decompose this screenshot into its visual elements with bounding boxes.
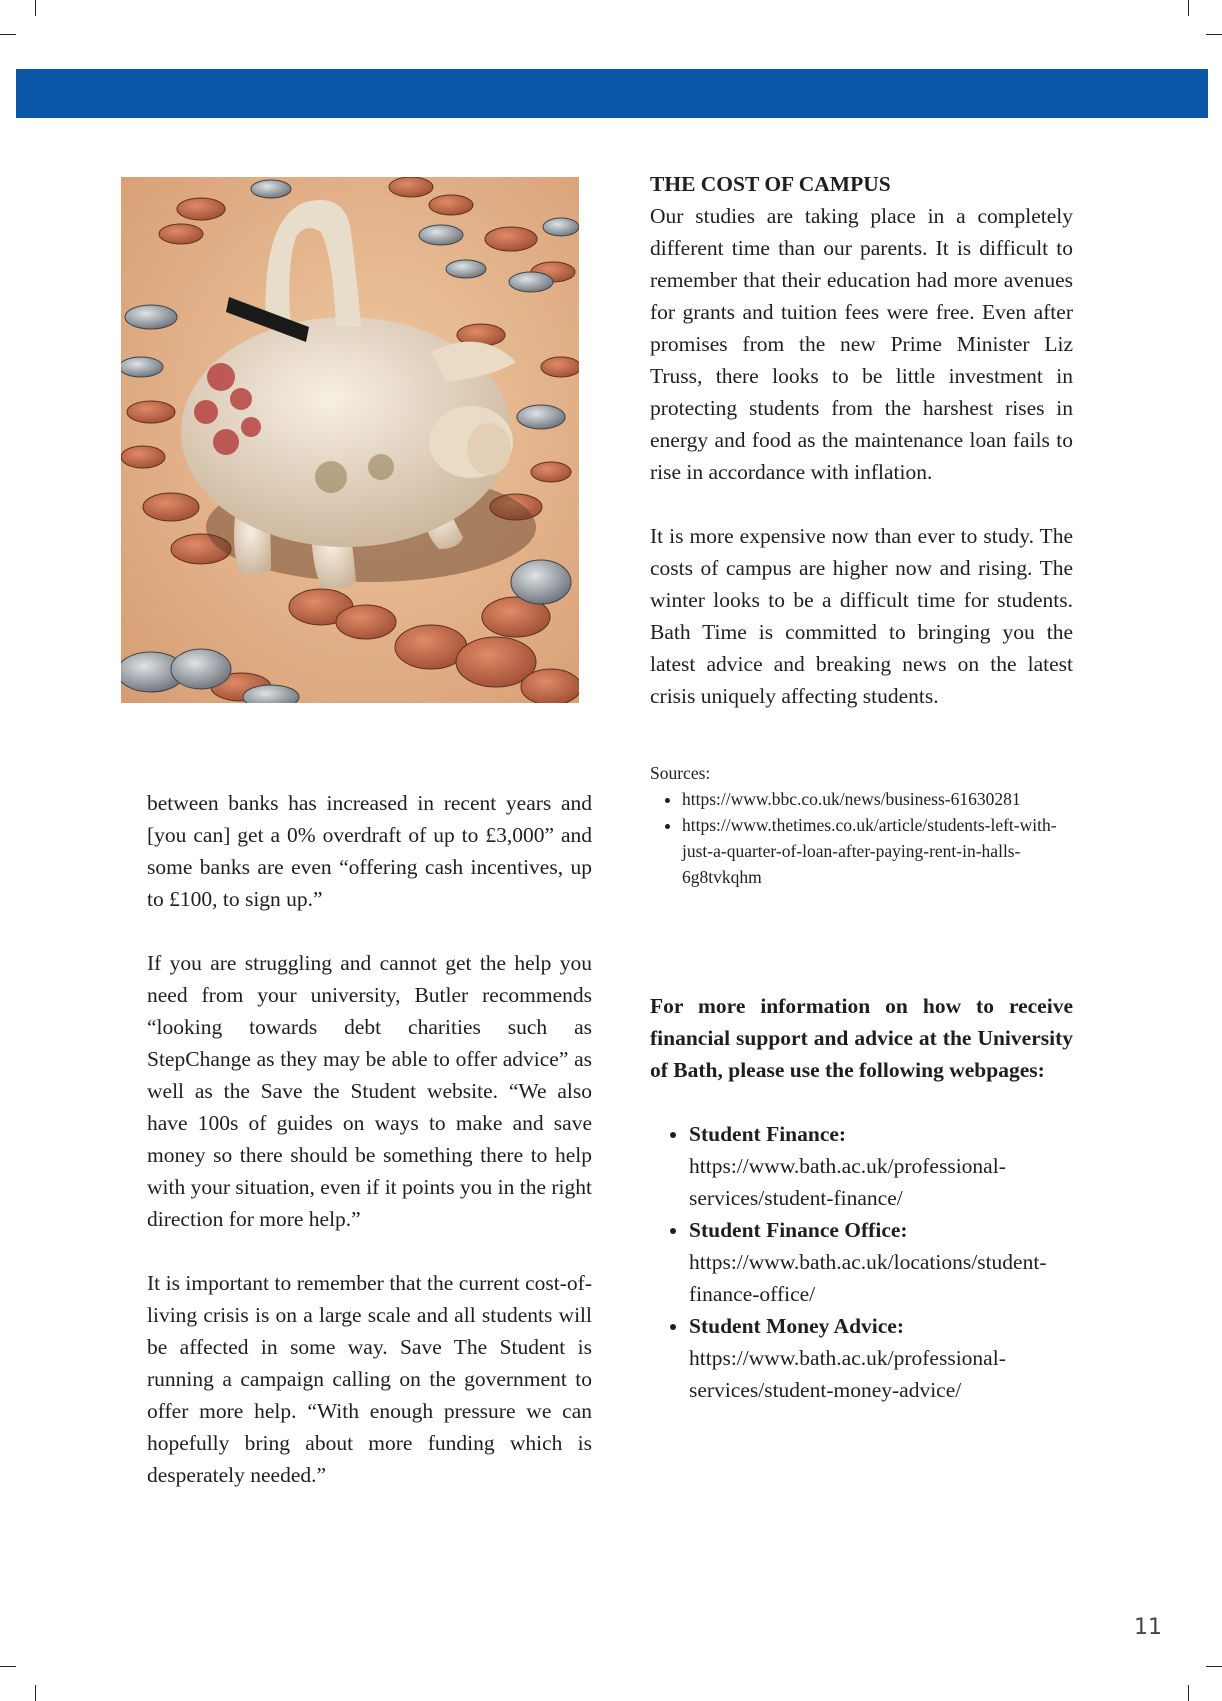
paragraph: It is more expensive now than ever to study. The costs of campus are higher now and rising. The winter looks to be a difficult time for students. Bath Time is committed to bringing you the latest advice and breaking news on the latest crisis uniquely affecting students. xyxy=(650,524,1073,708)
item-label: • Student Money Advice: xyxy=(689,1314,904,1338)
source-link[interactable]: • https://www.thetimes.co.uk/article/students-left-with-just-a-quarter-of-loan-after-paying-rent-in-halls-6g8tvkqhm xyxy=(682,812,1073,890)
crop-mark xyxy=(35,0,36,16)
item-link[interactable]: https://www.bath.ac.uk/professional-services/student-finance/ xyxy=(689,1154,1006,1210)
right-column xyxy=(650,168,1073,1406)
page-number: 11 xyxy=(1134,1615,1162,1640)
financial-support-info xyxy=(650,990,1073,1406)
crop-mark xyxy=(0,1666,16,1667)
paragraph: If you are struggling and cannot get the help you need from your university, Butler recommends “looking towards debt charities such as StepChange as they may be able to offer advice” as well as the Save the Student website. “We also have 100s of guides on ways to make and save money so there should be something there to help with your situation, even if it points you in the right direction for more help.” xyxy=(147,951,592,1231)
left-column xyxy=(147,787,592,1523)
info-title: For more information on how to receive financial support and advice at the University of Bath, please use the following webpages: xyxy=(650,994,1073,1082)
header-band xyxy=(16,69,1208,118)
section-heading: THE COST OF CAMPUS xyxy=(650,172,891,196)
crop-mark xyxy=(1206,1666,1222,1667)
item-label: • Student Finance Office: xyxy=(689,1218,908,1242)
paragraph: It is important to remember that the current cost-of-living crisis is on a large scale and all students will be affected in some way. Save The Student is running a campaign calling on the government to offer more help. “With enough pressure we can hopefully bring about more funding which is desperately needed.” xyxy=(147,1271,592,1487)
piggy-bank-photo xyxy=(121,177,579,703)
item-link[interactable]: https://www.bath.ac.uk/locations/student-finance-office/ xyxy=(689,1250,1047,1306)
crop-mark xyxy=(0,34,16,35)
crop-mark xyxy=(1206,34,1222,35)
paragraph: Our studies are taking place in a completely different time than our parents. It is difficult to remember that their education had more avenues for grants and tuition fees were free. Even after promises from the new Prime Minister Liz Truss, there looks to be little investment in protecting students from the harshest rises in energy and food as the maintenance loan fails to rise in accordance with inflation. xyxy=(650,204,1073,484)
sources-list xyxy=(650,760,1073,890)
crop-mark xyxy=(1188,0,1189,16)
source-link[interactable]: • https://www.bbc.co.uk/news/business-61630281 xyxy=(682,786,1073,812)
item-label: • Student Finance: xyxy=(689,1122,847,1146)
sources-label: Sources: xyxy=(650,763,711,783)
crop-mark xyxy=(1188,1685,1189,1701)
item-link[interactable]: https://www.bath.ac.uk/professional-services/student-money-advice/ xyxy=(689,1346,1006,1402)
crop-mark xyxy=(35,1685,36,1701)
list-item xyxy=(689,1118,1073,1214)
list-item xyxy=(689,1310,1073,1406)
paragraph: between banks has increased in recent years and [you can] get a 0% overdraft of up to £3,000” and some banks are even “offering cash incentives, up to £100, to sign up.” xyxy=(147,791,592,911)
list-item xyxy=(689,1214,1073,1310)
